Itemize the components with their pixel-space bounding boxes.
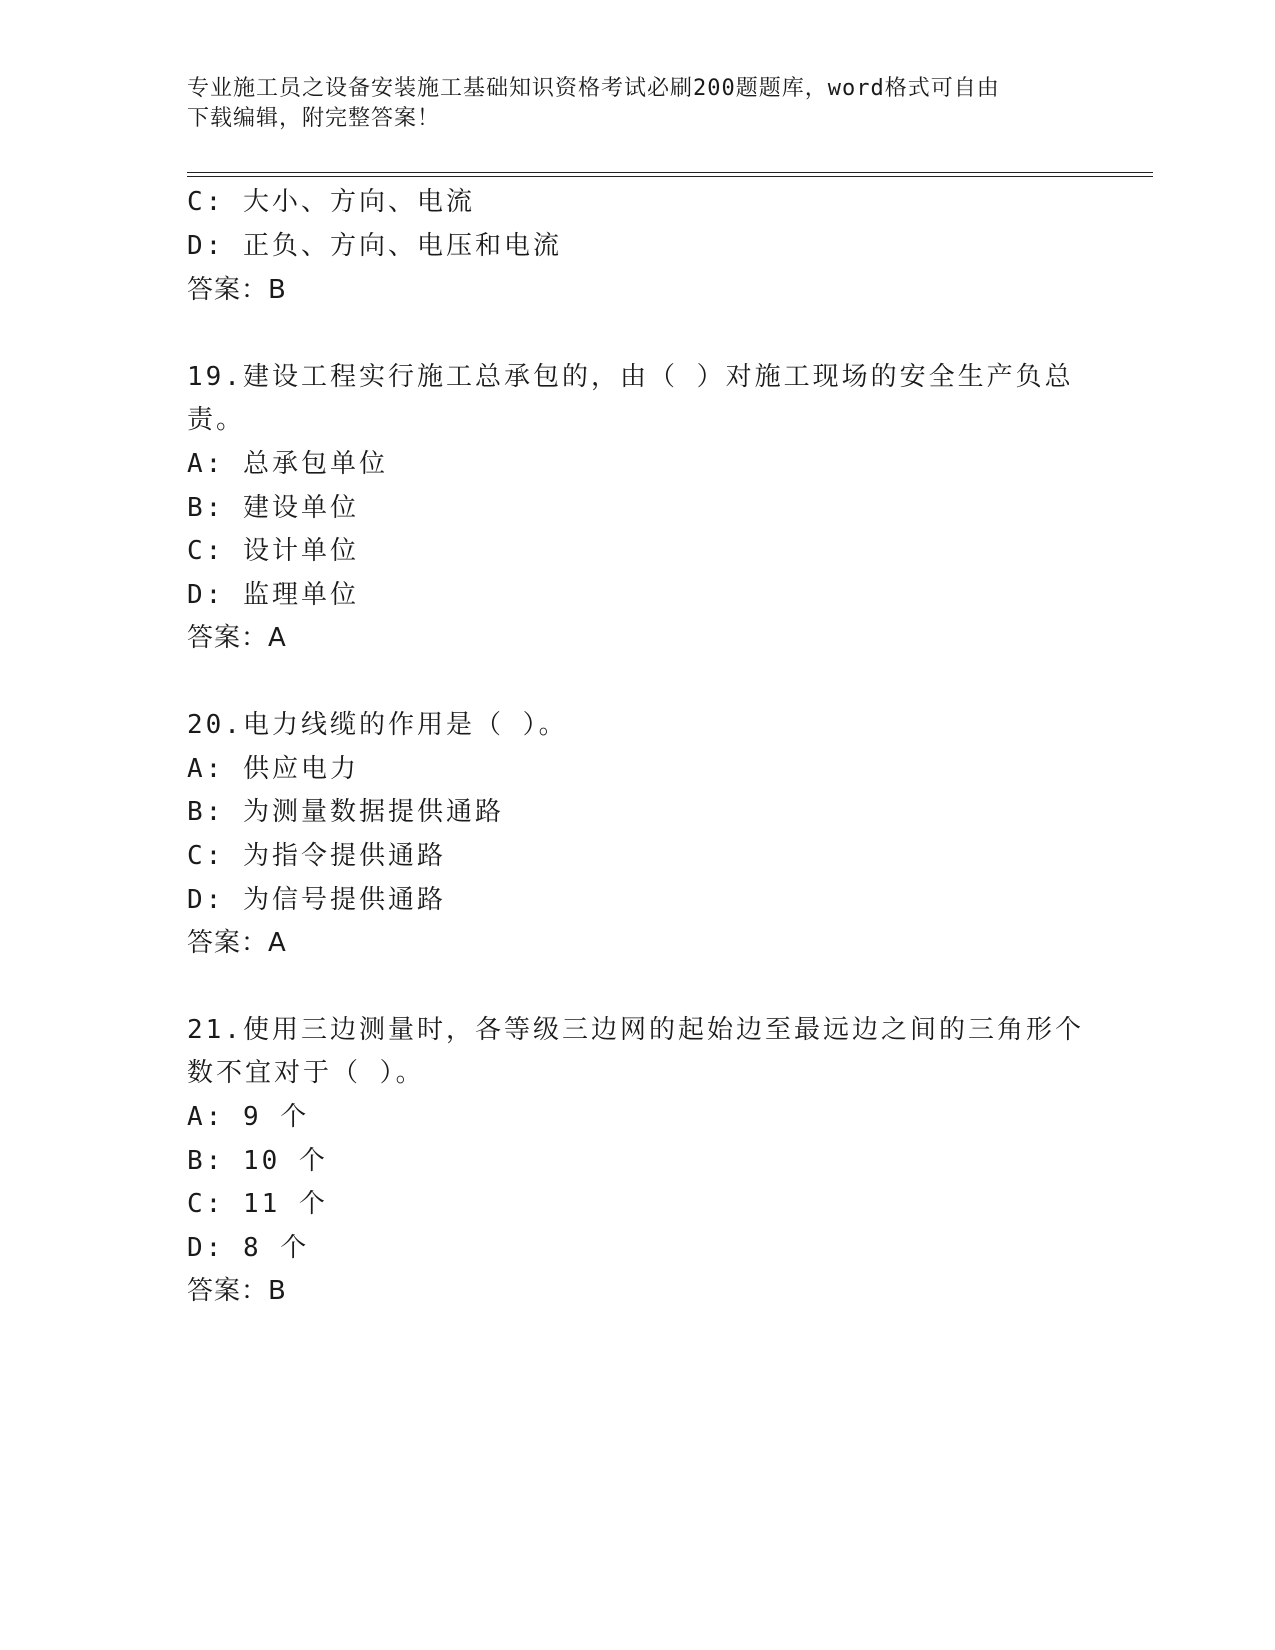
q20-option-d: D: 为信号提供通路 <box>187 885 446 915</box>
q18-option-d: D: 正负、方向、电压和电流 <box>187 231 562 261</box>
header-title-line-2: 下载编辑，附完整答案！ <box>187 106 441 131</box>
q18-answer: 答案：B <box>187 275 287 305</box>
q20-stem-line-1: 20.电力线缆的作用是（ ）。 <box>187 710 568 740</box>
q19-stem-line-2: 责。 <box>187 405 246 435</box>
q19-stem-line-1: 19.建设工程实行施工总承包的，由（ ）对施工现场的安全生产负总 <box>187 362 1074 392</box>
q20-option-a: A: 供应电力 <box>187 754 359 784</box>
header-title-line-1: 专业施工员之设备安装施工基础知识资格考试必刷200题题库，word格式可自由 <box>187 76 1000 101</box>
q21-option-c: C: 11 个 <box>187 1189 328 1219</box>
q20-answer: 答案：A <box>187 928 287 958</box>
q21-option-b: B: 10 个 <box>187 1146 328 1176</box>
q21-answer: 答案：B <box>187 1276 287 1306</box>
q19-option-a: A: 总承包单位 <box>187 449 388 479</box>
q21-stem-line-2: 数不宜对于（ ）。 <box>187 1058 425 1088</box>
q19-option-d: D: 监理单位 <box>187 580 359 610</box>
q20-option-c: C: 为指令提供通路 <box>187 841 446 871</box>
header-divider-top <box>187 172 1153 173</box>
q18-option-c: C: 大小、方向、电流 <box>187 187 475 217</box>
q21-stem-line-1: 21.使用三边测量时，各等级三边网的起始边至最远边之间的三角形个 <box>187 1015 1084 1045</box>
q19-answer: 答案：A <box>187 623 287 653</box>
q19-option-b: B: 建设单位 <box>187 493 359 523</box>
header-divider-bottom <box>187 176 1153 177</box>
q20-option-b: B: 为测量数据提供通路 <box>187 797 504 827</box>
q21-option-a: A: 9 个 <box>187 1102 310 1132</box>
q19-option-c: C: 设计单位 <box>187 536 359 566</box>
q21-option-d: D: 8 个 <box>187 1233 310 1263</box>
